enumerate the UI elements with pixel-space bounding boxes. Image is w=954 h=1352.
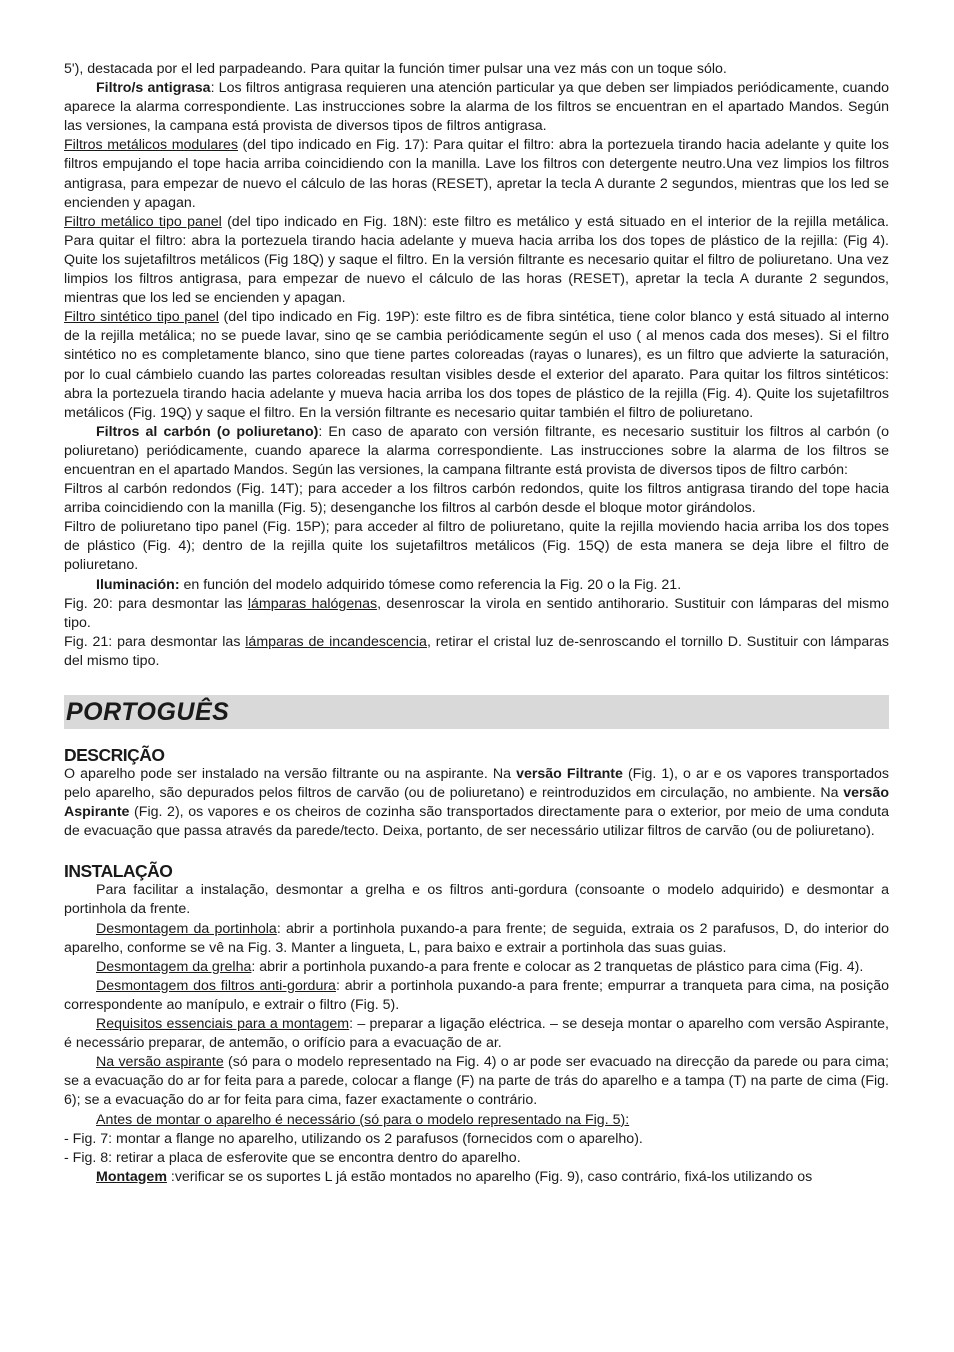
- pt-bold-versao-filtrante: versão Filtrante: [516, 766, 623, 782]
- pt-paragraph-instalacao-intro: Para facilitar a instalação, desmontar a grelha e os filtros anti-gordura (consoante o modelo adquirido) e desmontar a portinhola da frente.: [64, 882, 889, 918]
- es-paragraph-timer: 5'), destacada por el led parpadeando. Para quitar la función timer pulsar una vez más con un toque sólo.: [64, 61, 727, 77]
- es-text-filtro-sintetico: (del tipo indicado en Fig. 19P): este filtro es de fibra sintética, tiene color blanco y está situado al interno de la rejilla metálica; no se puede lavar, sino qe se cambia periódicamente según el uso ( al menos cada dos meses). Si el filtro sintético no es completamente blanco, sino que tiene partes coloreadas (rayas o lunares), es un filtro que advierte la saturación, por lo cual cámbielo cuando las partes coloreadas resultan visibles desde el exterior del aparato. Para quitar los filtros sintéticos: abra la portezuela tirando hacia adelante y mueva hacia arriba los dos topes de plástico de la rejilla (Fig. 4). Quite los sujetafiltros metálicos (Fig. 19Q) y saque el filtro. En la versión filtrante es necesario quitar también el filtro de poliuretano.: [64, 309, 889, 421]
- pt-text-descricao-c: (Fig. 1), o ar e os vapores transportados pelo aparelho, são depurados pelos filtros de carvão (ou de poliuretano) e reintroduzidos em circulação, no ambiente. Na: [64, 766, 889, 802]
- pt-text-desmontagem-grelha: : abrir a portinhola puxando-a para frente e colocar as 2 tranquetas de plástico para cima (Fig. 4).: [251, 958, 864, 975]
- es-paragraph-filtro-sintetico: [64, 308, 889, 423]
- pt-paragraph-requisitos: [64, 1015, 889, 1053]
- es-text-filtros-carbon: : En caso de aparato con versión filtrante, es necesario sustituir los filtros al carbón (o poliuretano) periódicamente, cuando aparece la alarma correspondiente. Las instrucciones sobre la alarma de los filtros se encuentran en el apartado Mandos. Según las versiones, la campana filtrante está provista de diversos tipos de filtro carbón:: [64, 423, 889, 478]
- es-paragraph-fig21: [64, 633, 889, 671]
- es-text-fig20-b: , desenroscar la virola en sentido antihorario. Sustituir con lámparas del mismo tipo.: [64, 595, 889, 631]
- pt-text-desmontagem-filtros: : abrir a portinhola puxando-a para frente; empurrar a tranqueta para cima, na posição correspondente ao manípulo, e extrair o filtro (Fig. 5).: [64, 977, 889, 1013]
- pt-paragraph-desmontagem-grelha: [64, 958, 889, 977]
- pt-text-descricao-d: (Fig. 2), os vapores e os cheiros de cozinha são transportados directamente para o exterior, por meio de uma conduta de evacuação que passa através da parede/tecto. Deixa, portanto, de ser necessário utilizar filtros de carvão (ou de poliuretano).: [64, 804, 889, 840]
- es-paragraph-carbon-redondos: Filtros al carbón redondos (Fig. 14T); para acceder a los filtros carbón redondos, quite los filtros antigrasa tirando del tope hacia arriba coincidiendo con la manilla (Fig. 5); desenganche los filtros al carbón desde el bloque motor girándolos.: [64, 481, 889, 517]
- es-text-filtros-antigrasa: : Los filtros antigrasa requieren una atención particular ya que deben ser limpiados periódicamente, cuando aparece la alarma correspondiente. Las instrucciones sobre la alarma de los filtros se encuentran en el apartado Mandos. Según las versiones, la campana está provista de diversos tipos de filtros antigrasa.: [64, 80, 889, 135]
- es-text-fig21-a: Fig. 21: para desmontar las: [64, 633, 246, 650]
- pt-bold-versao-aspirante: versão Aspirante: [64, 785, 889, 821]
- es-paragraph-iluminacion: [64, 576, 889, 595]
- section-header-portugues: [64, 695, 889, 729]
- pt-text-desmontagem-portinhola: : abrir a portinhola puxando-a para frente; de seguida, extraia os 2 parafusos, D, do interior do aparelho, conforme se vê na Fig. 3. Manter a lingueta, L, para baixo e extrair a portinhola das suas guias.: [64, 920, 889, 956]
- pt-paragraph-antes-de-montar: [64, 1111, 889, 1130]
- pt-paragraph-descricao: [64, 765, 889, 841]
- section-title: PORTOGUÊS: [66, 698, 230, 726]
- es-lead-iluminacion: Iluminación:: [96, 576, 180, 593]
- pt-lead-versao-aspirante: Na versão aspirante: [96, 1054, 224, 1071]
- pt-lead-montagem: Montagem: [96, 1168, 167, 1185]
- es-lead-filtro-sintetico: Filtro sintético tipo panel: [64, 309, 219, 326]
- es-text-filtro-panel: (del tipo indicado en Fig. 18N): este filtro es metálico y está situado en el interior de la rejilla metálica. Para quitar el filtro: abra la portezuela tirando hacia adelante y mueva hacia arriba los dos topes de plástico de la rejilla: (Fig 4). Quite los sujetafiltros metálicos (Fig 18Q) y saque el filtro. En la versión filtrante es necesario quitar el filtro de poliuretano. Una vez limpios los filtros antigrasa, para empezar de nuevo el cálculo de las horas (RESET), apretar la tecla A durante 2 segundos, mientras que los led se encienden y apagan.: [64, 213, 889, 307]
- es-lead-filtros-antigrasa: Filtro/s antigrasa: [96, 80, 211, 97]
- heading-descricao: DESCRIÇÃO: [64, 745, 165, 765]
- pt-text-antes-de-montar: Antes de montar o aparelho é necessário (só para o modelo representado na Fig. 5):: [96, 1111, 630, 1128]
- pt-text-versao-aspirante: (só para o modelo representado na Fig. 4) o ar pode ser evacuado na direcção da parede ou para cima; se a evacuação do ar for feita para a parede, colocar a flange (F) na parte de trás do aparelho e a tampa (T) na parte de cima (Fig. 6); se a evacuação do ar for feita para cima, fazer exactamente o contrário.: [64, 1054, 889, 1109]
- pt-lead-desmontagem-grelha: Desmontagem da grelha: [96, 958, 252, 975]
- es-lead-filtros-modulares: Filtros metálicos modulares: [64, 137, 238, 154]
- pt-text-requisitos: : – preparar a ligação eléctrica. – se deseja montar o aparelho com versão Aspirante, é necessário preparar, de antemão, o orifício para a evacuação de ar.: [64, 1016, 889, 1052]
- pt-lead-requisitos: Requisitos essenciais para a montagem: [96, 1016, 350, 1033]
- pt-paragraph-versao-aspirante: [64, 1053, 889, 1110]
- pt-paragraph-desmontagem-filtros: [64, 977, 889, 1015]
- es-paragraph-fig20: [64, 595, 889, 633]
- manual-page: [64, 60, 889, 1187]
- es-text-iluminacion: en función del modelo adquirido tómese como referencia la Fig. 20 o la Fig. 21.: [179, 576, 682, 593]
- es-paragraph-filtros-modulares: [64, 136, 889, 212]
- es-paragraph-filtro-panel: [64, 213, 889, 308]
- pt-paragraph-montagem: [64, 1168, 889, 1187]
- es-paragraph-poliuretano-panel: Filtro de poliuretano tipo panel (Fig. 15P); para acceder al filtro de poliuretano, quite la rejilla moviendo hacia arriba los dos topes de plástico (Fig. 4); dentro de la rejilla quite los sujetafiltros metálicos (Fig. 15Q) de esta manera se deja libre el filtro de poliuretano.: [64, 519, 889, 574]
- es-paragraph-filtros-antigrasa: [64, 79, 889, 136]
- pt-text-montagem: :verificar se os suportes L já estão montados no aparelho (Fig. 9), caso contrário, fixá-los utilizando os: [166, 1168, 813, 1185]
- pt-lead-desmontagem-portinhola: Desmontagem da portinhola: [96, 920, 277, 937]
- pt-list-item-fig8: - Fig. 8: retirar a placa de esferovite que se encontra dentro do aparelho.: [64, 1149, 521, 1166]
- es-text-fig20-a: Fig. 20: para desmontar las: [64, 595, 248, 612]
- pt-list-item-fig7: - Fig. 7: montar a flange no aparelho, utilizando os 2 parafusos (fornecidos com o aparelho).: [64, 1130, 643, 1147]
- heading-instalacao: INSTALAÇÃO: [64, 861, 173, 882]
- pt-lead-desmontagem-filtros: Desmontagem dos filtros anti-gordura: [96, 977, 336, 994]
- pt-text-descricao-a: O aparelho pode ser instalado na versão filtrante ou na aspirante. Na: [64, 766, 517, 782]
- es-paragraph-filtros-carbon: [64, 423, 889, 480]
- es-lead-filtro-panel: Filtro metálico tipo panel: [64, 213, 222, 230]
- es-text-fig21-b: , retirar el cristal luz de-senroscando el tornillo D. Sustituir con lámparas del mismo tipo.: [64, 633, 889, 669]
- es-text-fig21-underlined: lámparas de incandescencia: [245, 633, 427, 650]
- es-text-fig20-underlined: lámparas halógenas: [247, 595, 378, 612]
- es-text-filtros-modulares: (del tipo indicado en Fig. 17): Para quitar el filtro: abra la portezuela tirando hacia adelante y quite los filtros empujando el tope hacia arriba coincidiendo con la manilla. Lave los filtros con detergente neutro.Una vez limpios los filtros antigrasa, para empezar de nuevo el cálculo de las horas (RESET), apretar la tecla A durante 2 segundos, mientras que los led se encienden y apagan.: [64, 137, 890, 211]
- es-lead-filtros-carbon: Filtros al carbón (o poliuretano): [96, 423, 319, 440]
- pt-paragraph-desmontagem-portinhola: [64, 920, 889, 958]
